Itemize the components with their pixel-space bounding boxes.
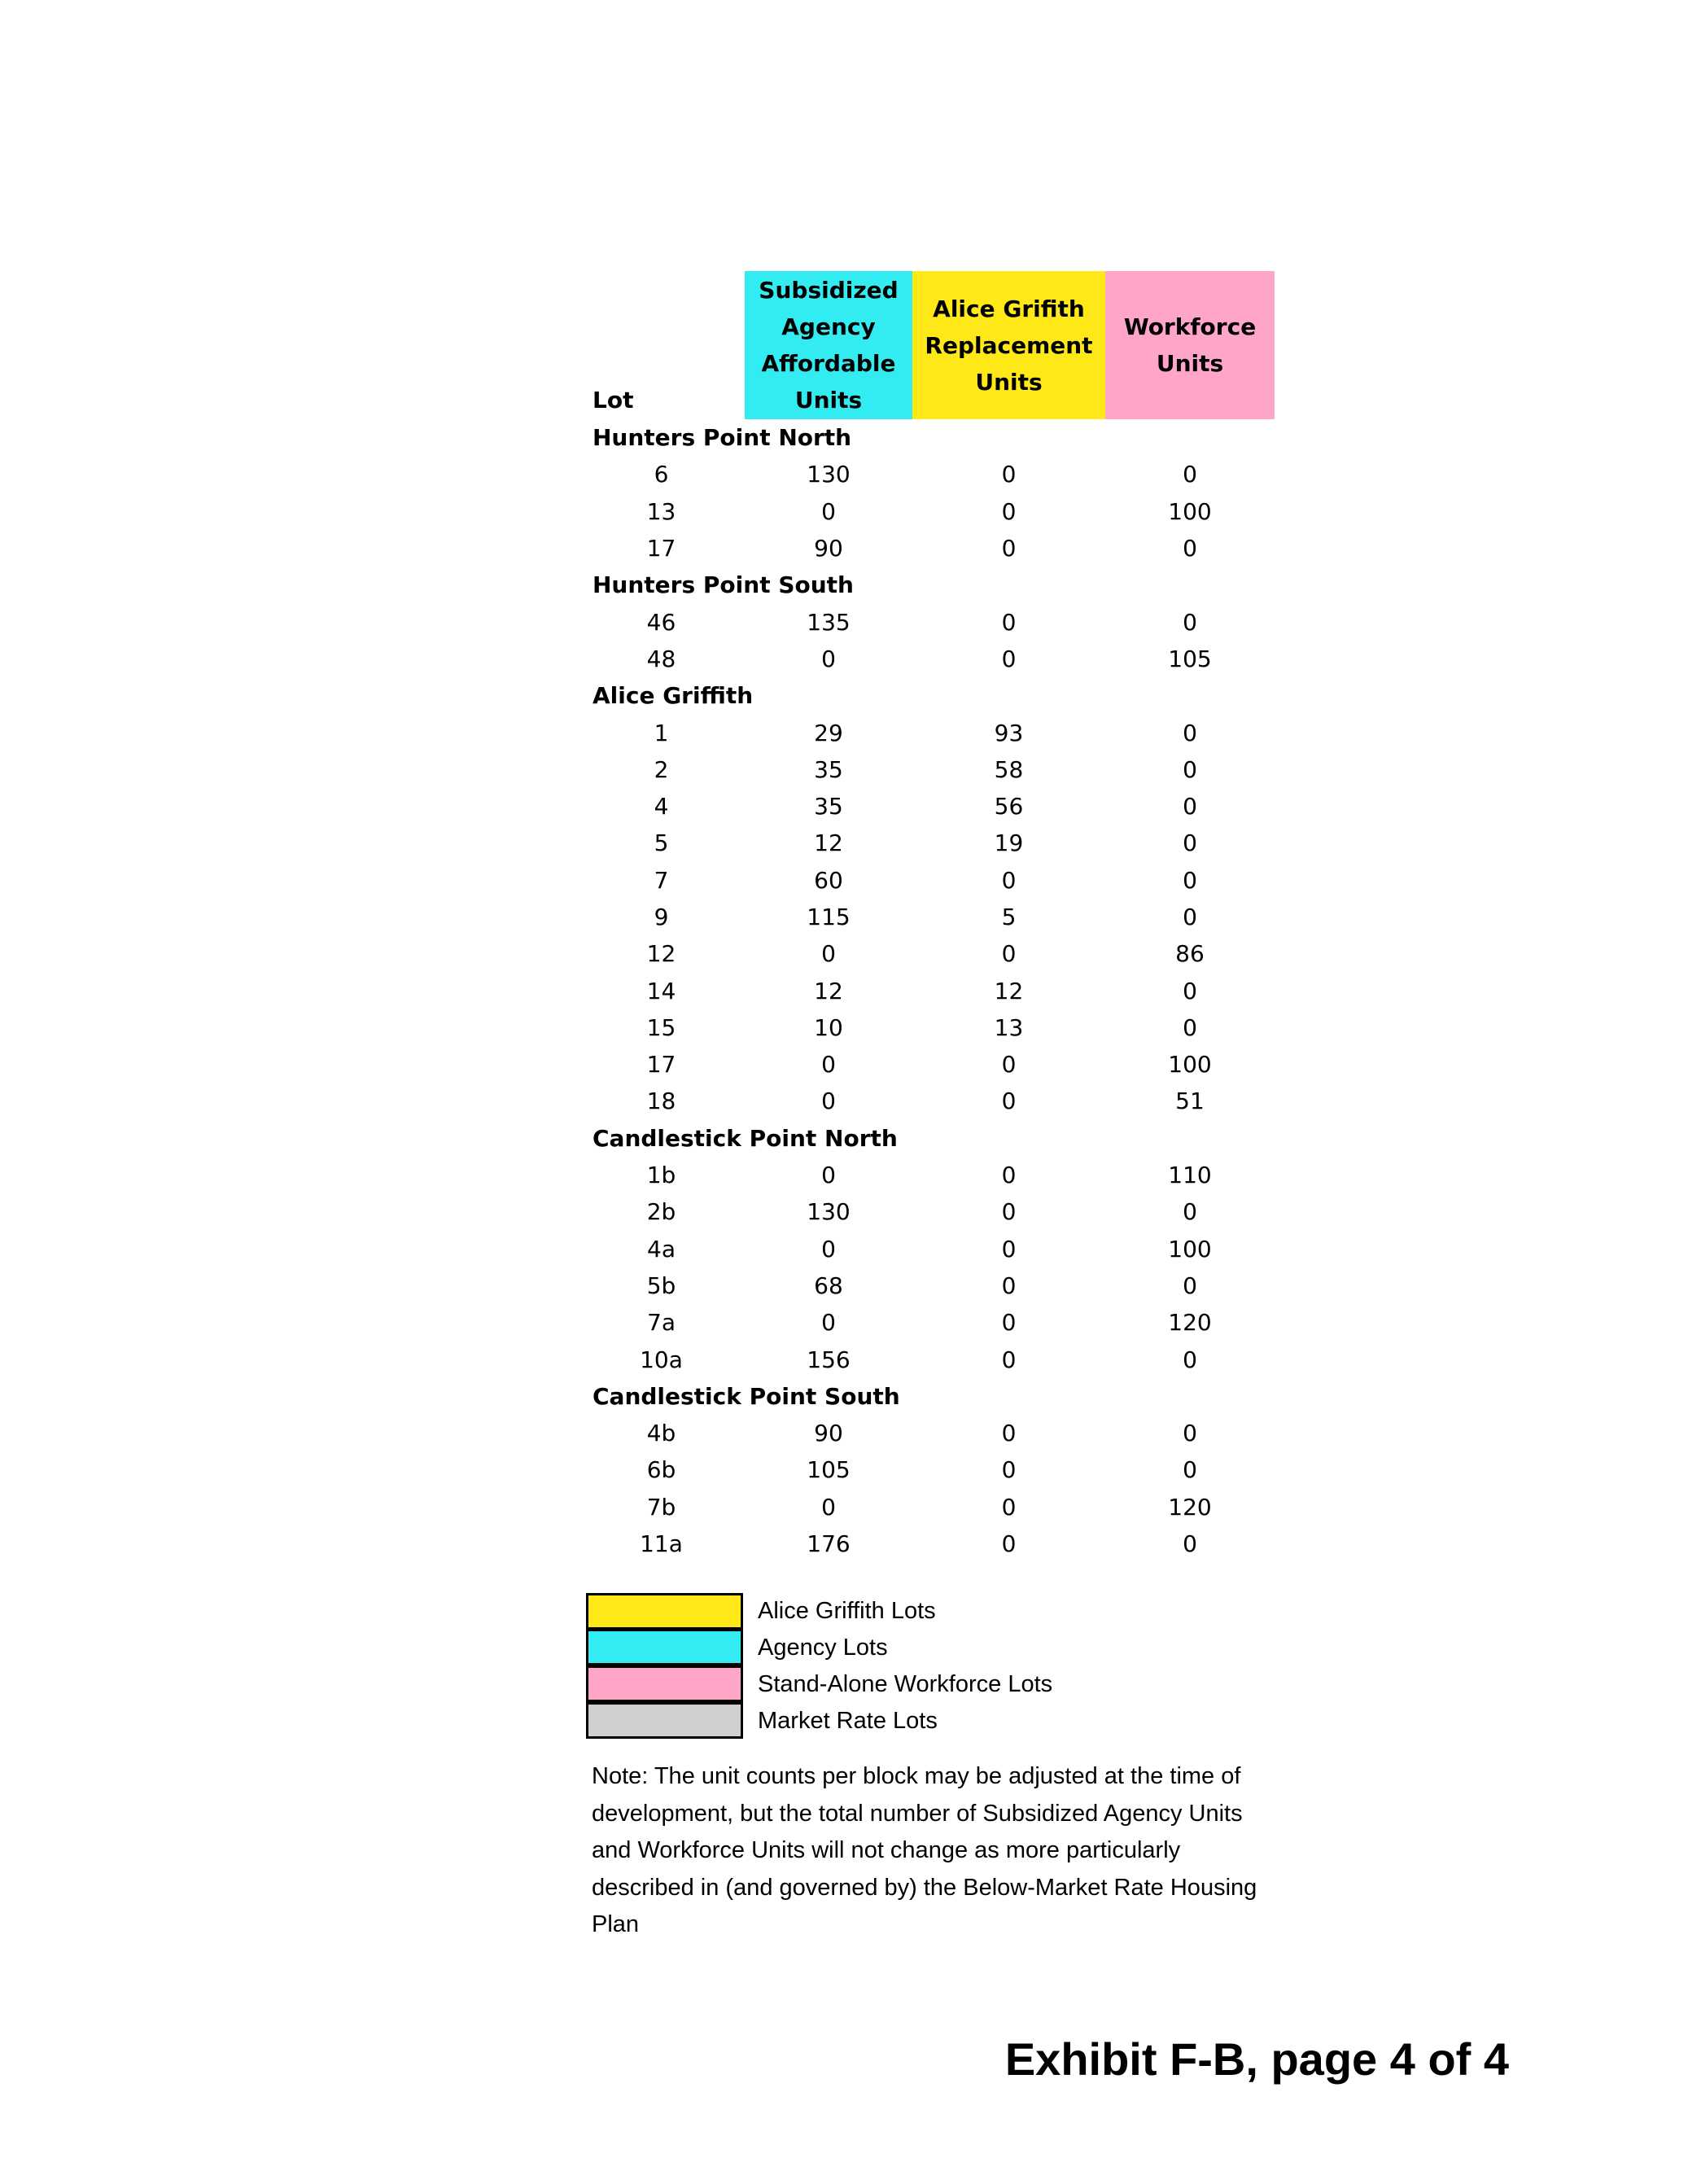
workforce-cell: 0: [1183, 719, 1197, 746]
alice-griffith-cell: 0: [1001, 645, 1017, 672]
lot-cell: 10a: [640, 1346, 683, 1373]
alice-griffith-cell: 93: [994, 719, 1024, 746]
table-row: [589, 825, 1281, 861]
header-line: Units: [1156, 350, 1224, 377]
workforce-cell: 0: [1183, 829, 1197, 857]
alice-griffith-cell: 0: [1001, 608, 1017, 636]
lot-cell: 4: [654, 793, 669, 821]
alice-griffith-cell: 0: [1001, 1420, 1017, 1447]
subsidized-cell: 35: [814, 793, 843, 821]
workforce-cell: 105: [1168, 645, 1212, 672]
workforce-cell: 86: [1175, 940, 1205, 968]
workforce-cell: 51: [1175, 1088, 1205, 1115]
lot-cell: 11a: [640, 1530, 683, 1558]
legend-label: Agency Lots: [758, 1635, 888, 1661]
workforce-cell: 0: [1183, 904, 1197, 930]
table-row: [589, 1415, 1281, 1451]
workforce-cell: 0: [1183, 608, 1197, 636]
table-row: [589, 1267, 1281, 1304]
exhibit-page-label: Exhibit F-B, page 4 of 4: [1004, 2033, 1509, 2085]
table-row: [589, 1193, 1281, 1230]
lot-cell: 6b: [646, 1456, 676, 1484]
subsidized-cell: 35: [814, 755, 843, 783]
lot-cell: 1: [654, 719, 669, 746]
alice-griffith-cell: 58: [994, 755, 1024, 783]
subsidized-agency-header: [745, 271, 912, 419]
lot-cell: 9: [654, 904, 669, 930]
lot-cell: 4b: [646, 1420, 676, 1447]
table-row: [589, 603, 1281, 640]
lot-cell: 46: [646, 608, 676, 636]
workforce-cell: 100: [1168, 1235, 1212, 1263]
legend-label: Market Rate Lots: [758, 1708, 938, 1734]
table-row: [589, 530, 1281, 567]
alice-griffith-cell: 0: [1001, 461, 1017, 488]
workforce-cell: 0: [1183, 866, 1197, 894]
alice-griffith-cell: 0: [1001, 1346, 1017, 1373]
legend-item: [586, 1630, 1052, 1666]
alice-griffith-cell: 0: [1001, 535, 1017, 562]
section-title: Candlestick Point North: [593, 1124, 898, 1152]
table-row: [589, 972, 1281, 1009]
workforce-cell: 120: [1168, 1493, 1212, 1521]
table-row: [589, 641, 1281, 677]
workforce-cell: 0: [1183, 461, 1197, 488]
alice-griffith-cell: 0: [1001, 1162, 1017, 1189]
workforce-cell: 0: [1183, 1530, 1197, 1558]
lot-cell: 48: [646, 645, 676, 672]
header-line: Workforce: [1123, 313, 1257, 340]
lot-cell: 2: [654, 755, 669, 783]
table-row: [589, 1489, 1281, 1525]
lot-cell: 2b: [646, 1198, 676, 1226]
subsidized-cell: 12: [814, 829, 843, 857]
table-row: [589, 493, 1281, 530]
table-row: [589, 751, 1281, 788]
table-row: [589, 1231, 1281, 1267]
subsidized-cell: 0: [821, 497, 836, 525]
workforce-cell: 0: [1183, 977, 1197, 1004]
units-table: [589, 271, 1281, 1562]
alice-griffith-cell: 19: [994, 829, 1024, 857]
alice-griffith-cell: 0: [1001, 1309, 1017, 1337]
color-legend: [586, 1593, 1052, 1740]
table-row: [589, 1304, 1281, 1341]
subsidized-cell: 0: [821, 1309, 836, 1337]
lot-cell: 13: [646, 497, 676, 525]
table-header: [589, 271, 1281, 419]
workforce-cell: 0: [1183, 1456, 1197, 1484]
subsidized-cell: 130: [807, 1198, 851, 1226]
note-text: Note: The unit counts per block may be adjusted at the time of development, but the total number of Subsidized Agency Units and Workforce Units will not change as more particularly described in (and governed by) the Below-Market Rate Housing Plan: [592, 1763, 1257, 1937]
workforce-cell: 0: [1183, 535, 1197, 562]
subsidized-cell: 105: [807, 1456, 851, 1484]
alice-griffith-cell: 0: [1001, 940, 1017, 968]
alice-griffith-cell: 0: [1001, 866, 1017, 894]
lot-cell: 15: [646, 1013, 676, 1041]
table-row: [589, 1525, 1281, 1562]
lot-cell: 14: [646, 977, 676, 1004]
table-row: [589, 899, 1281, 935]
subsidized-cell: 10: [814, 1013, 843, 1041]
workforce-cell: 120: [1168, 1309, 1212, 1337]
subsidized-cell: 60: [814, 866, 843, 894]
legend-swatch: [586, 1593, 743, 1630]
header-line: Units: [794, 387, 863, 414]
alice-griffith-cell: 0: [1001, 1530, 1017, 1558]
subsidized-cell: 0: [821, 645, 836, 672]
table-row: [589, 714, 1281, 751]
alice-griffith-cell: 0: [1001, 1456, 1017, 1484]
workforce-cell: 110: [1168, 1162, 1212, 1189]
header-line: Agency: [781, 313, 876, 340]
lot-cell: 7b: [646, 1493, 676, 1521]
subsidized-cell: 130: [807, 461, 851, 488]
lot-column-header: Lot: [593, 387, 634, 414]
lot-cell: 17: [646, 1051, 676, 1079]
workforce-units-header: [1105, 271, 1275, 419]
workforce-cell: 0: [1183, 755, 1197, 783]
subsidized-cell: 90: [814, 1420, 843, 1447]
legend-label: Alice Griffith Lots: [758, 1598, 936, 1624]
alice-griffith-cell: 0: [1001, 1271, 1017, 1299]
lot-cell: 5: [654, 829, 669, 857]
lot-cell: 12: [646, 940, 676, 968]
header-line: Units: [975, 368, 1043, 396]
subsidized-cell: 0: [821, 1051, 836, 1079]
section-title: Alice Griffith: [593, 682, 754, 710]
alice-griffith-cell: 5: [1001, 904, 1017, 930]
subsidized-cell: 176: [807, 1530, 851, 1558]
table-row: [589, 1157, 1281, 1193]
table-row: [589, 1046, 1281, 1083]
table-row: [589, 935, 1281, 972]
workforce-cell: 0: [1183, 1271, 1197, 1299]
legend-label: Stand-Alone Workforce Lots: [758, 1671, 1053, 1697]
lot-cell: 7: [654, 866, 669, 894]
subsidized-cell: 115: [807, 904, 851, 930]
alice-griffith-cell: 0: [1001, 1235, 1017, 1263]
header-line: Subsidized: [759, 277, 899, 304]
legend-swatch: [586, 1629, 743, 1665]
legend-item: [586, 1666, 1052, 1703]
subsidized-cell: 90: [814, 535, 843, 562]
header-line: Replacement: [925, 331, 1093, 359]
subsidized-cell: 135: [807, 608, 851, 636]
table-row: [589, 862, 1281, 899]
lot-cell: 17: [646, 535, 676, 562]
subsidized-cell: 0: [821, 1162, 836, 1189]
legend-swatch: [586, 1665, 743, 1702]
alice-griffith-cell: 12: [994, 977, 1024, 1004]
workforce-cell: 100: [1168, 1051, 1212, 1079]
subsidized-cell: 156: [807, 1346, 851, 1373]
subsidized-cell: 68: [814, 1271, 843, 1299]
table-body: [589, 419, 1281, 1562]
table-row: [589, 1451, 1281, 1488]
alice-griffith-cell: 0: [1001, 497, 1017, 525]
table-row: [589, 1009, 1281, 1046]
alice-griffith-cell: 0: [1001, 1493, 1017, 1521]
lot-cell: 4a: [647, 1235, 676, 1263]
subsidized-cell: 12: [814, 977, 843, 1004]
section-title: Hunters Point North: [593, 424, 852, 452]
alice-griffith-cell: 13: [994, 1013, 1024, 1041]
table-row: [589, 456, 1281, 492]
subsidized-cell: 29: [814, 719, 843, 746]
legend-swatch: [586, 1702, 743, 1739]
subsidized-cell: 0: [821, 940, 836, 968]
workforce-cell: 100: [1168, 497, 1212, 525]
header-line: Affordable: [761, 350, 896, 377]
section-title: Candlestick Point South: [593, 1382, 900, 1410]
table-row: [589, 1083, 1281, 1119]
alice-griffith-replacement-header: [912, 271, 1105, 419]
alice-griffith-cell: 56: [994, 793, 1024, 821]
workforce-cell: 0: [1183, 1198, 1197, 1226]
subsidized-cell: 0: [821, 1235, 836, 1263]
lot-cell: 1b: [646, 1162, 676, 1189]
lot-cell: 5b: [646, 1271, 676, 1299]
table-row: [589, 1341, 1281, 1377]
subsidized-cell: 0: [821, 1088, 836, 1115]
lot-cell: 6: [654, 461, 669, 488]
workforce-cell: 0: [1183, 1346, 1197, 1373]
alice-griffith-cell: 0: [1001, 1198, 1017, 1226]
legend-item: [586, 1593, 1052, 1630]
subsidized-cell: 0: [821, 1493, 836, 1521]
workforce-cell: 0: [1183, 1013, 1197, 1041]
workforce-cell: 0: [1183, 1420, 1197, 1447]
alice-griffith-cell: 0: [1001, 1088, 1017, 1115]
alice-griffith-cell: 0: [1001, 1051, 1017, 1079]
lot-cell: 18: [646, 1088, 676, 1115]
workforce-cell: 0: [1183, 793, 1197, 821]
lot-cell: 7a: [647, 1309, 676, 1337]
header-line: Alice Grifith: [933, 295, 1085, 322]
section-title: Hunters Point South: [593, 571, 854, 599]
table-row: [589, 788, 1281, 825]
legend-item: [586, 1703, 1052, 1740]
